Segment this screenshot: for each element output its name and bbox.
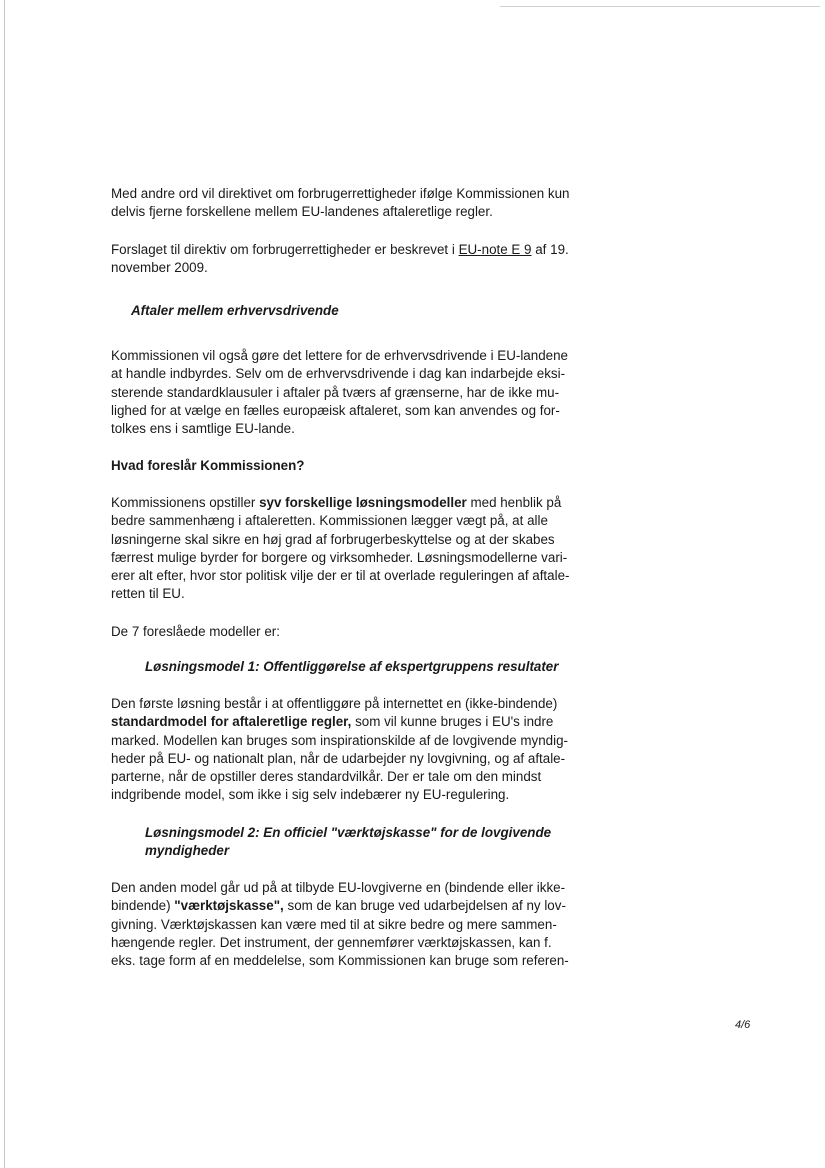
- text-segment: af 19.: [531, 242, 569, 257]
- text-line: Den første løsning består i at offentliggøre på internettet en (ikke-bindende): [111, 696, 558, 711]
- text-line: Med andre ord vil direktivet om forbrugerrettigheder ifølge Kommissionen kun: [111, 186, 570, 201]
- text-segment: Kommissionens opstiller: [111, 495, 260, 510]
- text-line: delvis fjerne forskellene mellem EU-landenes aftaleretlige regler.: [111, 204, 493, 220]
- section-heading-model-1: [145, 658, 565, 676]
- text-line: [111, 241, 569, 259]
- text-line: givning. Værktøjskassen kan være med til at sikre bedre og mere sammen-: [111, 916, 557, 932]
- paragraph-model-2: [111, 879, 569, 970]
- text-line: bedre sammenhæng i aftaleretten. Kommissionen lægger vægt på, at alle: [111, 513, 548, 529]
- paragraph-business: [111, 347, 568, 438]
- paragraph-intro: [111, 185, 570, 222]
- text-segment: bindende): [111, 898, 175, 914]
- text-line: [111, 713, 561, 731]
- text-line: [111, 494, 561, 512]
- page-edge-left: [4, 0, 5, 1168]
- text-line: færrest mulige byrder for borgere og virksomheder. Løsningsmodellerne vari-: [111, 549, 568, 565]
- bold-text: syv forskellige løsningsmodeller: [259, 495, 467, 510]
- text-segment: som vil kunne bruges i EU's indre: [351, 714, 554, 730]
- page-edge-top: [500, 6, 820, 7]
- paragraph-model-1: [111, 695, 569, 805]
- text-segment: som de kan bruge ved udarbejdelsen af ny lov-: [283, 898, 566, 914]
- text-line: parterne, når de opstiller deres standardvilkår. Der er tale om den mindst: [111, 769, 542, 785]
- bold-text: "værktøjskasse",: [174, 898, 284, 914]
- text-line: hængende regler. Det instrument, der gennemfører værktøjskassen, kan f.: [111, 934, 552, 950]
- section-heading-proposal: Hvad foreslår Kommissionen?: [111, 458, 305, 473]
- text-line: lighed for at vælge en fælles europæisk aftaleret, som kan anvendes og for-: [111, 402, 560, 418]
- text-segment: med henblik på: [466, 495, 562, 510]
- paragraph-proposal-reference: [111, 241, 569, 278]
- text-line: tolkes ens i samtlige EU-lande.: [111, 421, 295, 437]
- text-segment: Forslaget til direktiv om forbrugerrettigheder er beskrevet i: [111, 242, 459, 257]
- text-line: De 7 foreslåede modeller er:: [111, 624, 280, 639]
- text-line: Den anden model går ud på at tilbyde EU-lovgiverne en (bindende eller ikke-: [111, 880, 566, 895]
- paragraph-models-intro: [111, 494, 570, 604]
- section-heading-model-2: [145, 824, 565, 861]
- text-line: retten til EU.: [111, 586, 185, 602]
- text-line: Kommissionen vil også gøre det lettere for de erhvervsdrivende i EU-landene: [111, 348, 568, 363]
- text-line: at handle indbyrdes. Selv om de erhvervsdrivende i dag kan indarbejde eksi-: [111, 366, 566, 382]
- text-line: løsningerne skal sikre en høj grad af forbrugerbeskyttelse og at der skabes: [111, 531, 555, 547]
- eu-note-link[interactable]: EU-note E 9: [458, 242, 532, 257]
- text-line: [111, 897, 566, 915]
- text-line: Løsningsmodel 2: En officiel "værktøjskasse" for de lovgivende: [145, 825, 552, 840]
- section-heading-business-agreements: Aftaler mellem erhvervsdrivende: [131, 303, 339, 318]
- text-line: erer alt efter, hvor stor politisk vilje der er til at overlade reguleringen af aftale-: [111, 568, 570, 584]
- text-line: november 2009.: [111, 260, 208, 276]
- text-line: indgribende model, som ikke i sig selv indebærer ny EU-regulering.: [111, 787, 510, 803]
- page-number: 4/6: [735, 1019, 751, 1031]
- text-line: marked. Modellen kan bruges som inspirationskilde af de lovgivende myndig-: [111, 732, 569, 748]
- text-line: heder på EU- og nationalt plan, når de udarbejder ny lovgivning, og af aftale-: [111, 750, 566, 766]
- text-line: Løsningsmodel 1: Offentliggørelse af ekspertgruppens resultater: [145, 659, 559, 674]
- text-line: myndigheder: [145, 843, 230, 859]
- paragraph-models-count: [111, 623, 561, 641]
- bold-text: standardmodel for aftaleretlige regler,: [111, 714, 352, 730]
- text-line: sterende standardklausuler i aftaler på tværs af grænserne, har de ikke mu-: [111, 384, 560, 400]
- text-line: eks. tage form af en meddelelse, som Kommissionen kan bruge som referen-: [111, 953, 569, 969]
